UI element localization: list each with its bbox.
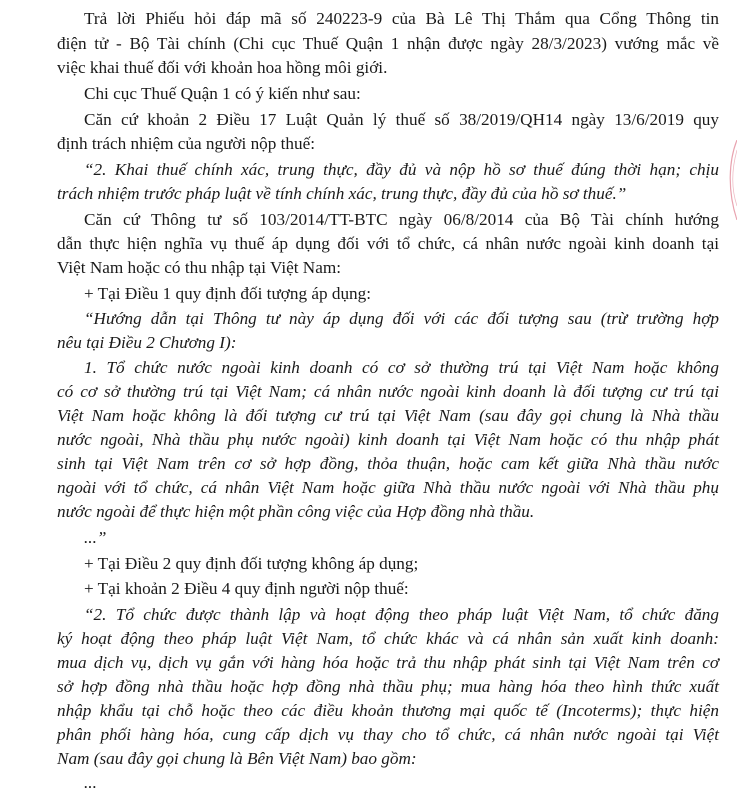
quote-line: ...	[84, 773, 97, 792]
quote-line: 1. Tổ chức nước ngoài kinh doanh có cơ sở thường trú tại Việt Nam hoặc không	[84, 358, 719, 377]
quote-line: nước ngoài, Nhà thầu phụ nước ngoài) kinh doanh tại Việt Nam hoặc có thu nhập phát	[57, 430, 719, 449]
quote-line: nước ngoài để thực hiện một phần công việc của Hợp đồng nhà thầu.	[57, 502, 535, 521]
quote-line: ngoài với tổ chức, cá nhân Việt Nam hoặc giữa Nhà thầu nước ngoài với Nhà thầu phụ	[57, 478, 719, 497]
quote-line: nêu tại Điều 2 Chương I):	[57, 333, 237, 352]
quote-line: ...”	[84, 528, 107, 547]
text-line: Trả lời Phiếu hỏi đáp mã số 240223-9 của Bà Lê Thị Thắm qua Cổng Thông tin	[84, 9, 719, 28]
quote-line: Việt Nam hoặc không là đối tượng cư trú tại Việt Nam (sau đây gọi chung là Nhà thầu	[57, 406, 719, 425]
text-line: Căn cứ khoản 2 Điều 17 Luật Quản lý thuế số 38/2019/QH14 ngày 13/6/2019 quy	[84, 110, 719, 129]
text-line: Việt Nam hoặc có thu nhập tại Việt Nam:	[57, 258, 341, 277]
text-line: + Tại khoản 2 Điều 4 quy định người nộp thuế:	[84, 579, 409, 598]
quote-line: ký hoạt động theo pháp luật Việt Nam, tổ chức khác và cá nhân sản xuất kinh doanh:	[57, 629, 719, 648]
quote-line: “2. Khai thuế chính xác, trung thực, đầy đủ và nộp hồ sơ thuế đúng thời hạn; chịu	[84, 160, 719, 179]
stamp-edge-mark	[723, 140, 737, 220]
quote-line: sinh tại Việt Nam trên cơ sở hợp đồng, thỏa thuận, hoặc cam kết giữa Nhà thầu nước	[57, 454, 719, 473]
quote-line: trách nhiệm trước pháp luật về tính chính xác, trung thực, đầy đủ của hồ sơ thuế.”	[57, 184, 627, 203]
quote-line: có cơ sở thường trú tại Việt Nam; cá nhân nước ngoài kinh doanh là đối tượng cư trú tại	[57, 382, 719, 401]
quote-line: Nam (sau đây gọi chung là Bên Việt Nam) bao gồm:	[57, 749, 417, 768]
text-line: Chi cục Thuế Quận 1 có ý kiến như sau:	[84, 84, 361, 103]
quote-line: “2. Tổ chức được thành lập và hoạt động theo pháp luật Việt Nam, tổ chức đăng	[84, 605, 719, 624]
quote-line: sở hợp đồng nhà thầu hoặc hợp đồng nhà thầu phụ; mua hàng hóa theo hình thức xuất	[57, 677, 719, 696]
text-line: Căn cứ Thông tư số 103/2014/TT-BTC ngày 06/8/2014 của Bộ Tài chính hướng	[84, 210, 719, 229]
quote-line: phân phối hàng hóa, cung cấp dịch vụ thay cho tổ chức, cá nhân nước ngoài tại Việt	[57, 725, 719, 744]
text-line: dẫn thực hiện nghĩa vụ thuế áp dụng đối với tổ chức, cá nhân nước ngoài kinh doanh tại	[57, 234, 719, 253]
text-line: + Tại Điều 2 quy định đối tượng không áp dụng;	[84, 554, 419, 573]
text-line: + Tại Điều 1 quy định đối tượng áp dụng:	[84, 284, 372, 303]
text-line: định trách nhiệm của người nộp thuế:	[57, 134, 316, 153]
quote-line: mua dịch vụ, dịch vụ gắn với hàng hóa hoặc trả thu nhập phát sinh tại Việt Nam trên cơ	[57, 653, 719, 672]
text-line: điện tử - Bộ Tài chính (Chi cục Thuế Quận 1 nhận được ngày 28/3/2023) vướng mắc về	[57, 34, 719, 53]
quote-line: “Hướng dẫn tại Thông tư này áp dụng đối với các đối tượng sau (trừ trường hợp	[84, 309, 719, 328]
quote-line: nhập khẩu tại chỗ hoặc theo các điều khoản thương mại quốc tế (Incoterms); thực hiện	[57, 701, 719, 720]
text-line: việc khai thuế đối với khoản hoa hồng môi giới.	[57, 58, 388, 77]
